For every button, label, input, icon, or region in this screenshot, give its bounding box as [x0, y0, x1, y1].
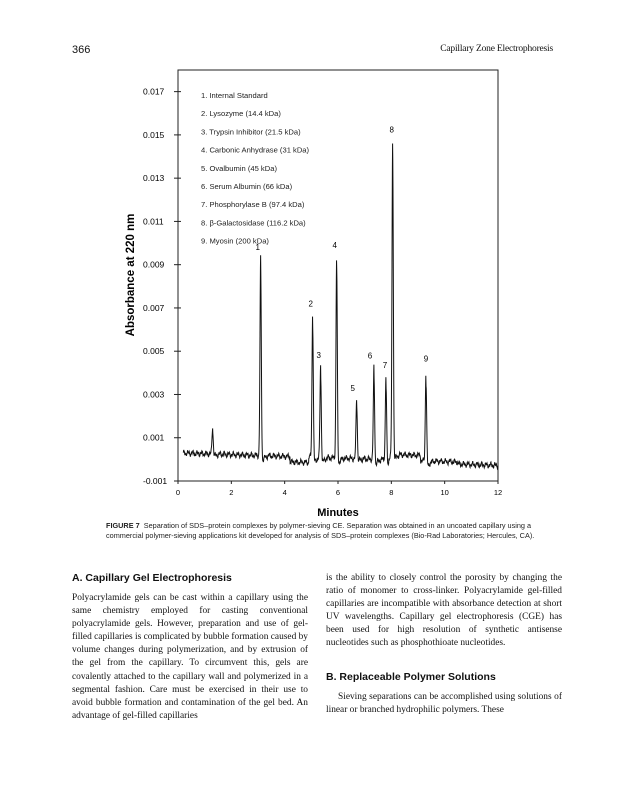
x-tick-label: 0: [175, 488, 181, 497]
peak-label: 8: [389, 125, 394, 135]
y-axis: [143, 87, 181, 486]
x-tick-label: 10: [440, 488, 449, 497]
y-tick-label: 0.003: [143, 389, 165, 400]
x-tick-label: 2: [229, 488, 234, 497]
x-axis: [176, 481, 502, 497]
y-tick-label: -0.001: [143, 476, 168, 486]
legend-entry: 1. Internal Standard: [201, 91, 268, 100]
y-tick-label: 0.009: [143, 259, 165, 270]
section-a-continued: is the ability to closely control the porosity by changing the ratio of monomer to cross-linker. Polyacrylamide gel-filled capillaries are incompatible with absorbance detection at short UV wavelengths. Capillary gel electrophoresis (CGE) has been used for high resolution of synthetic antisense nucleotides such as phosphothioate nucleotides.: [326, 573, 562, 649]
x-tick-label: 6: [335, 488, 341, 497]
peak-label: 2: [308, 299, 313, 309]
legend-entry: 4. Carbonic Anhydrase (31 kDa): [201, 145, 310, 155]
legend-entry: 8. β-Galactosidase (116.2 kDa): [201, 218, 306, 228]
peak-label: 6: [367, 351, 373, 361]
legend-entry: 3. Trypsin Inhibitor (21.5 kDa): [201, 127, 301, 137]
x-tick-label: 8: [389, 488, 394, 497]
legend-entry: 7. Phosphorylase B (97.4 kDa): [201, 200, 305, 210]
section-b-heading: B. Replaceable Polymer Solutions: [326, 670, 496, 683]
legend-entry: 5. Ovalbumin (45 kDa): [201, 163, 277, 173]
caption-text: Separation of SDS–protein complexes by polymer-sieving CE. Separation was obtained in an uncoated capillary using a commercial polymer-sieving applications kit developed for analysis of SDS–protein complexes (Bio-Rad Laboratories; Hercules, CA).: [106, 521, 535, 540]
x-tick-label: 12: [493, 488, 503, 497]
page-number: 366: [72, 44, 91, 56]
peak-label: 4: [332, 241, 337, 251]
y-tick-label: 0.017: [143, 86, 165, 97]
y-tick-label: 0.013: [143, 173, 165, 184]
legend-entry: 2. Lysozyme (14.4 kDa): [201, 109, 281, 119]
trace-line: [183, 143, 498, 468]
y-axis-title: Absorbance at 220 nm: [125, 213, 137, 337]
caption-label: FIGURE 7: [106, 521, 140, 530]
y-tick-label: 0.011: [143, 216, 164, 227]
peak-label: 9: [423, 354, 429, 364]
legend-entry: 6. Serum Albumin (66 kDa): [201, 182, 293, 191]
x-tick-label: 4: [282, 488, 287, 497]
section-b-paragraph: Sieving separations can be accomplished using solutions of linear or branched hydrophilic polymers. These: [326, 691, 562, 715]
section-a-heading: A. Capillary Gel Electrophoresis: [72, 572, 232, 584]
peak-label: 3: [316, 351, 321, 361]
y-tick-label: 0.001: [143, 432, 165, 443]
legend: [201, 91, 310, 246]
left-column: [72, 572, 308, 723]
peak-label: 7: [382, 361, 388, 371]
y-tick-label: 0.007: [143, 302, 165, 313]
peak-label: 1: [255, 243, 260, 253]
figure-caption: [106, 521, 536, 541]
y-tick-label: 0.015: [143, 129, 165, 140]
right-column: [326, 572, 562, 717]
y-tick-label: 0.005: [143, 346, 165, 357]
section-a-paragraph: Polyacrylamide gels can be cast within a capillary using the same chemistry employed for casting conventional polyacrylamide gels. However, preparation and use of gel-filled capillaries is complicated by bubble formation caused by volume changes during polymerization, and by extrusion of the gel from the capillary. To circumvent this, gels are covalently attached to the capillary wall and polymerized in a segmental fashion. Care must be exercised in their use to avoid bubble formation and contamination of the gel bed. An advantage of gel-filled capillaries: [72, 593, 308, 721]
peak-labels: [255, 125, 428, 392]
running-head: Capillary Zone Electrophoresis: [440, 44, 553, 54]
legend-entry: 9. Myosin (200 kDa): [201, 236, 269, 246]
peak-label: 5: [350, 383, 355, 393]
x-axis-title: Minutes: [317, 507, 359, 519]
